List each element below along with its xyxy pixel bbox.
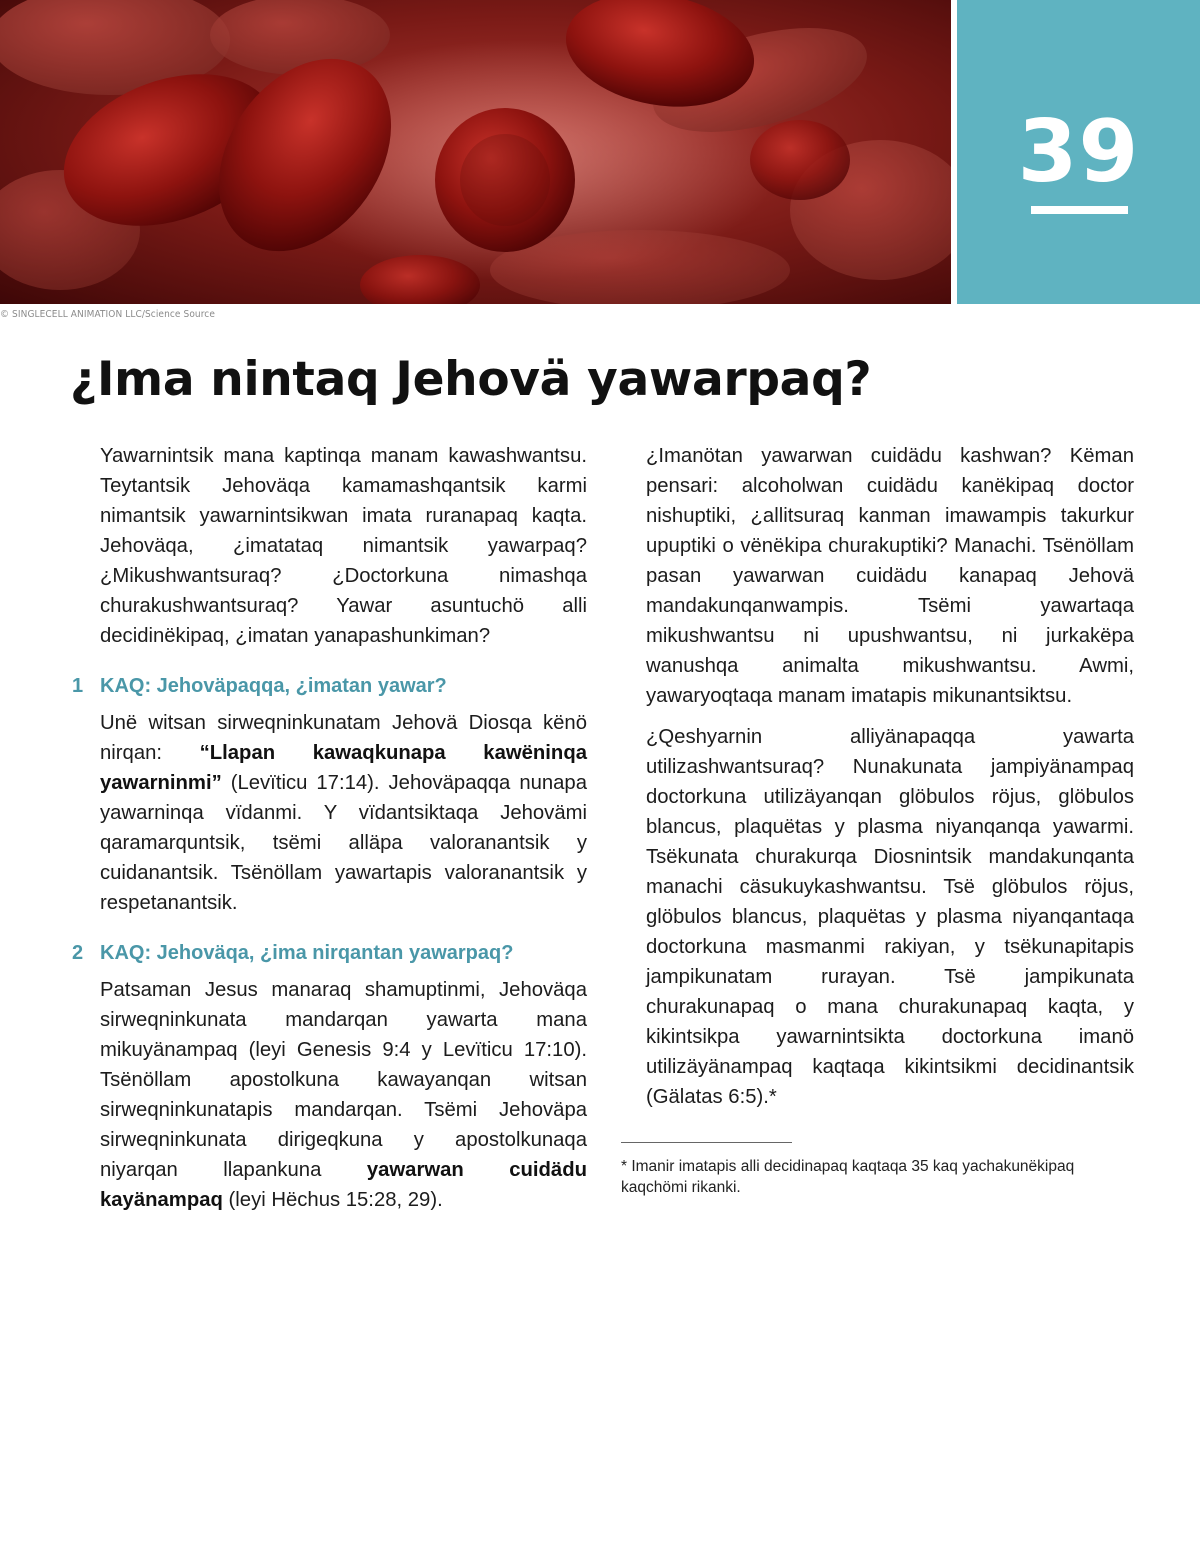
section-1-heading [72,673,587,699]
footnote-divider [621,1142,792,1143]
lesson-number-underline [1031,206,1128,214]
section-2-heading [72,940,587,966]
lesson-number-box [957,0,1200,304]
hero-image [0,0,951,304]
section-1-paragraph [100,708,587,918]
right-paragraph-2: ¿Qeshyarnin alliyänapaqqa yawarta utilizashwantsuraq? Nunakunata jampiyänampaq doctorkuna utilizäyanqan glöbulos röjus, glöbulos blancus, plaquëtas y plasma niyanqanqa yawarmi. Tsëkunata churakurqa Diosnintsik mandakunqanta manachi cäsukuykashwantsu. Tsë glöbulos röjus, glöbulos blancus, plaquëtas y plasma niyanqantaqa doctorkuna masmanmi rakiyan, y tsëkunapitapis jampikunatam rurayan. Tsë jampikunata churakunapaq o mana churakunapaq kaqta, y kikintsikpa yawarnintsikta doctorkuna imanö utilizäyänampaq kaqtaqa kikintsikmi decidinantsik (Gälatas 6:5).* [646,726,1134,1108]
right-column [646,441,1134,1112]
section-2-paragraph [100,975,587,1215]
section-2-text-start: Patsaman Jesus manaraq shamuptinmi, Jehoväqa sirweqninkunata mandarqan yawarta mana mikuyänampaq (leyi Genesis 9:4 y Levïticu 17:10). Tsënöllam apostolkuna kawayanqan witsan sirweqninkunatapis mandarqan. Tsëmi Jehoväpa sirweqninkunata dirigeqkuna y apostolkunaqa niyarqan llapankuna [100,979,587,1181]
section-2-text-end: (leyi Hëchus 15:28, 29). [222,1189,443,1211]
section-1-heading-text: KAQ: Jehoväpaqqa, ¿imatan yawar? [100,675,447,697]
lesson-number: 39 [1017,102,1140,202]
section-1-text-end: (Levïticu 17:14). Jehoväpaqqa nunapa yawarninqa vïdanmi. Y vïdantsiktaqa Jehovämi qaramarquntsik, tsëmi alläpa valoranantsik y cuidanantsik. Tsënöllam yawartapis valoranantsik y respetanantsik. [100,772,587,914]
page-title: ¿Ima nintaq Jehovä yawarpaq? [70,352,872,407]
section-1-quote: “Llapan kawaqkunapa kawëninqa yawarninmi” [100,742,587,794]
section-2-number: 2 [72,942,84,964]
footnote: * Imanir imatapis alli decidinapaq kaqtaqa 35 kaq yachakunëkipaq kaqchömi rikanki. [621,1158,1075,1196]
blood-cells-illustration [0,0,951,304]
section-1-number: 1 [72,675,84,697]
left-column [72,441,587,1215]
section-1-text-start: Unë witsan sirweqninkunatam Jehovä Diosqa kënö nirqan: [100,712,587,764]
section-2-emphasis: yawarwan cuidädu kayänampaq [100,1159,587,1211]
section-2-heading-text: KAQ: Jehoväqa, ¿ima nirqantan yawarpaq? [100,942,514,964]
right-paragraph-1: ¿Imanötan yawarwan cuidädu kashwan? Këman pensari: alcoholwan cuidädu kanëkipaq doctor nishuptiki, ¿allitsuraq kanman imawampis takurkur upuptiki o vënëkipa churakuptiki? Manachi. Tsënöllam pasan yawarwan cuidädu kanapaq Jehovä mandakunqanwampis. Tsëmi yawartaqa mikushwantsu ni upushwantsu, ni jurkakëpa wanushqa animalta mikushwantsu. Awmi, yawaryoqtaqa manam imatapis mikunantsiktsu. [646,445,1134,707]
intro-paragraph: Yawarnintsik mana kaptinqa manam kawashwantsu. Teytantsik Jehoväqa kamamashqantsik karmi nimantsik yawarnintsikwan imata ruranapaq kaqta. Jehoväqa, ¿imatataq nimantsik yawarpaq? ¿Mikushwantsuraq? ¿Doctorkuna nimashqa churakushwantsuraq? Yawar asuntuchö alli decidinëkipaq, ¿imatan yanapashunkiman? [100,445,587,647]
photo-credit: © SINGLECELL ANIMATION LLC/Science Source [0,309,215,320]
